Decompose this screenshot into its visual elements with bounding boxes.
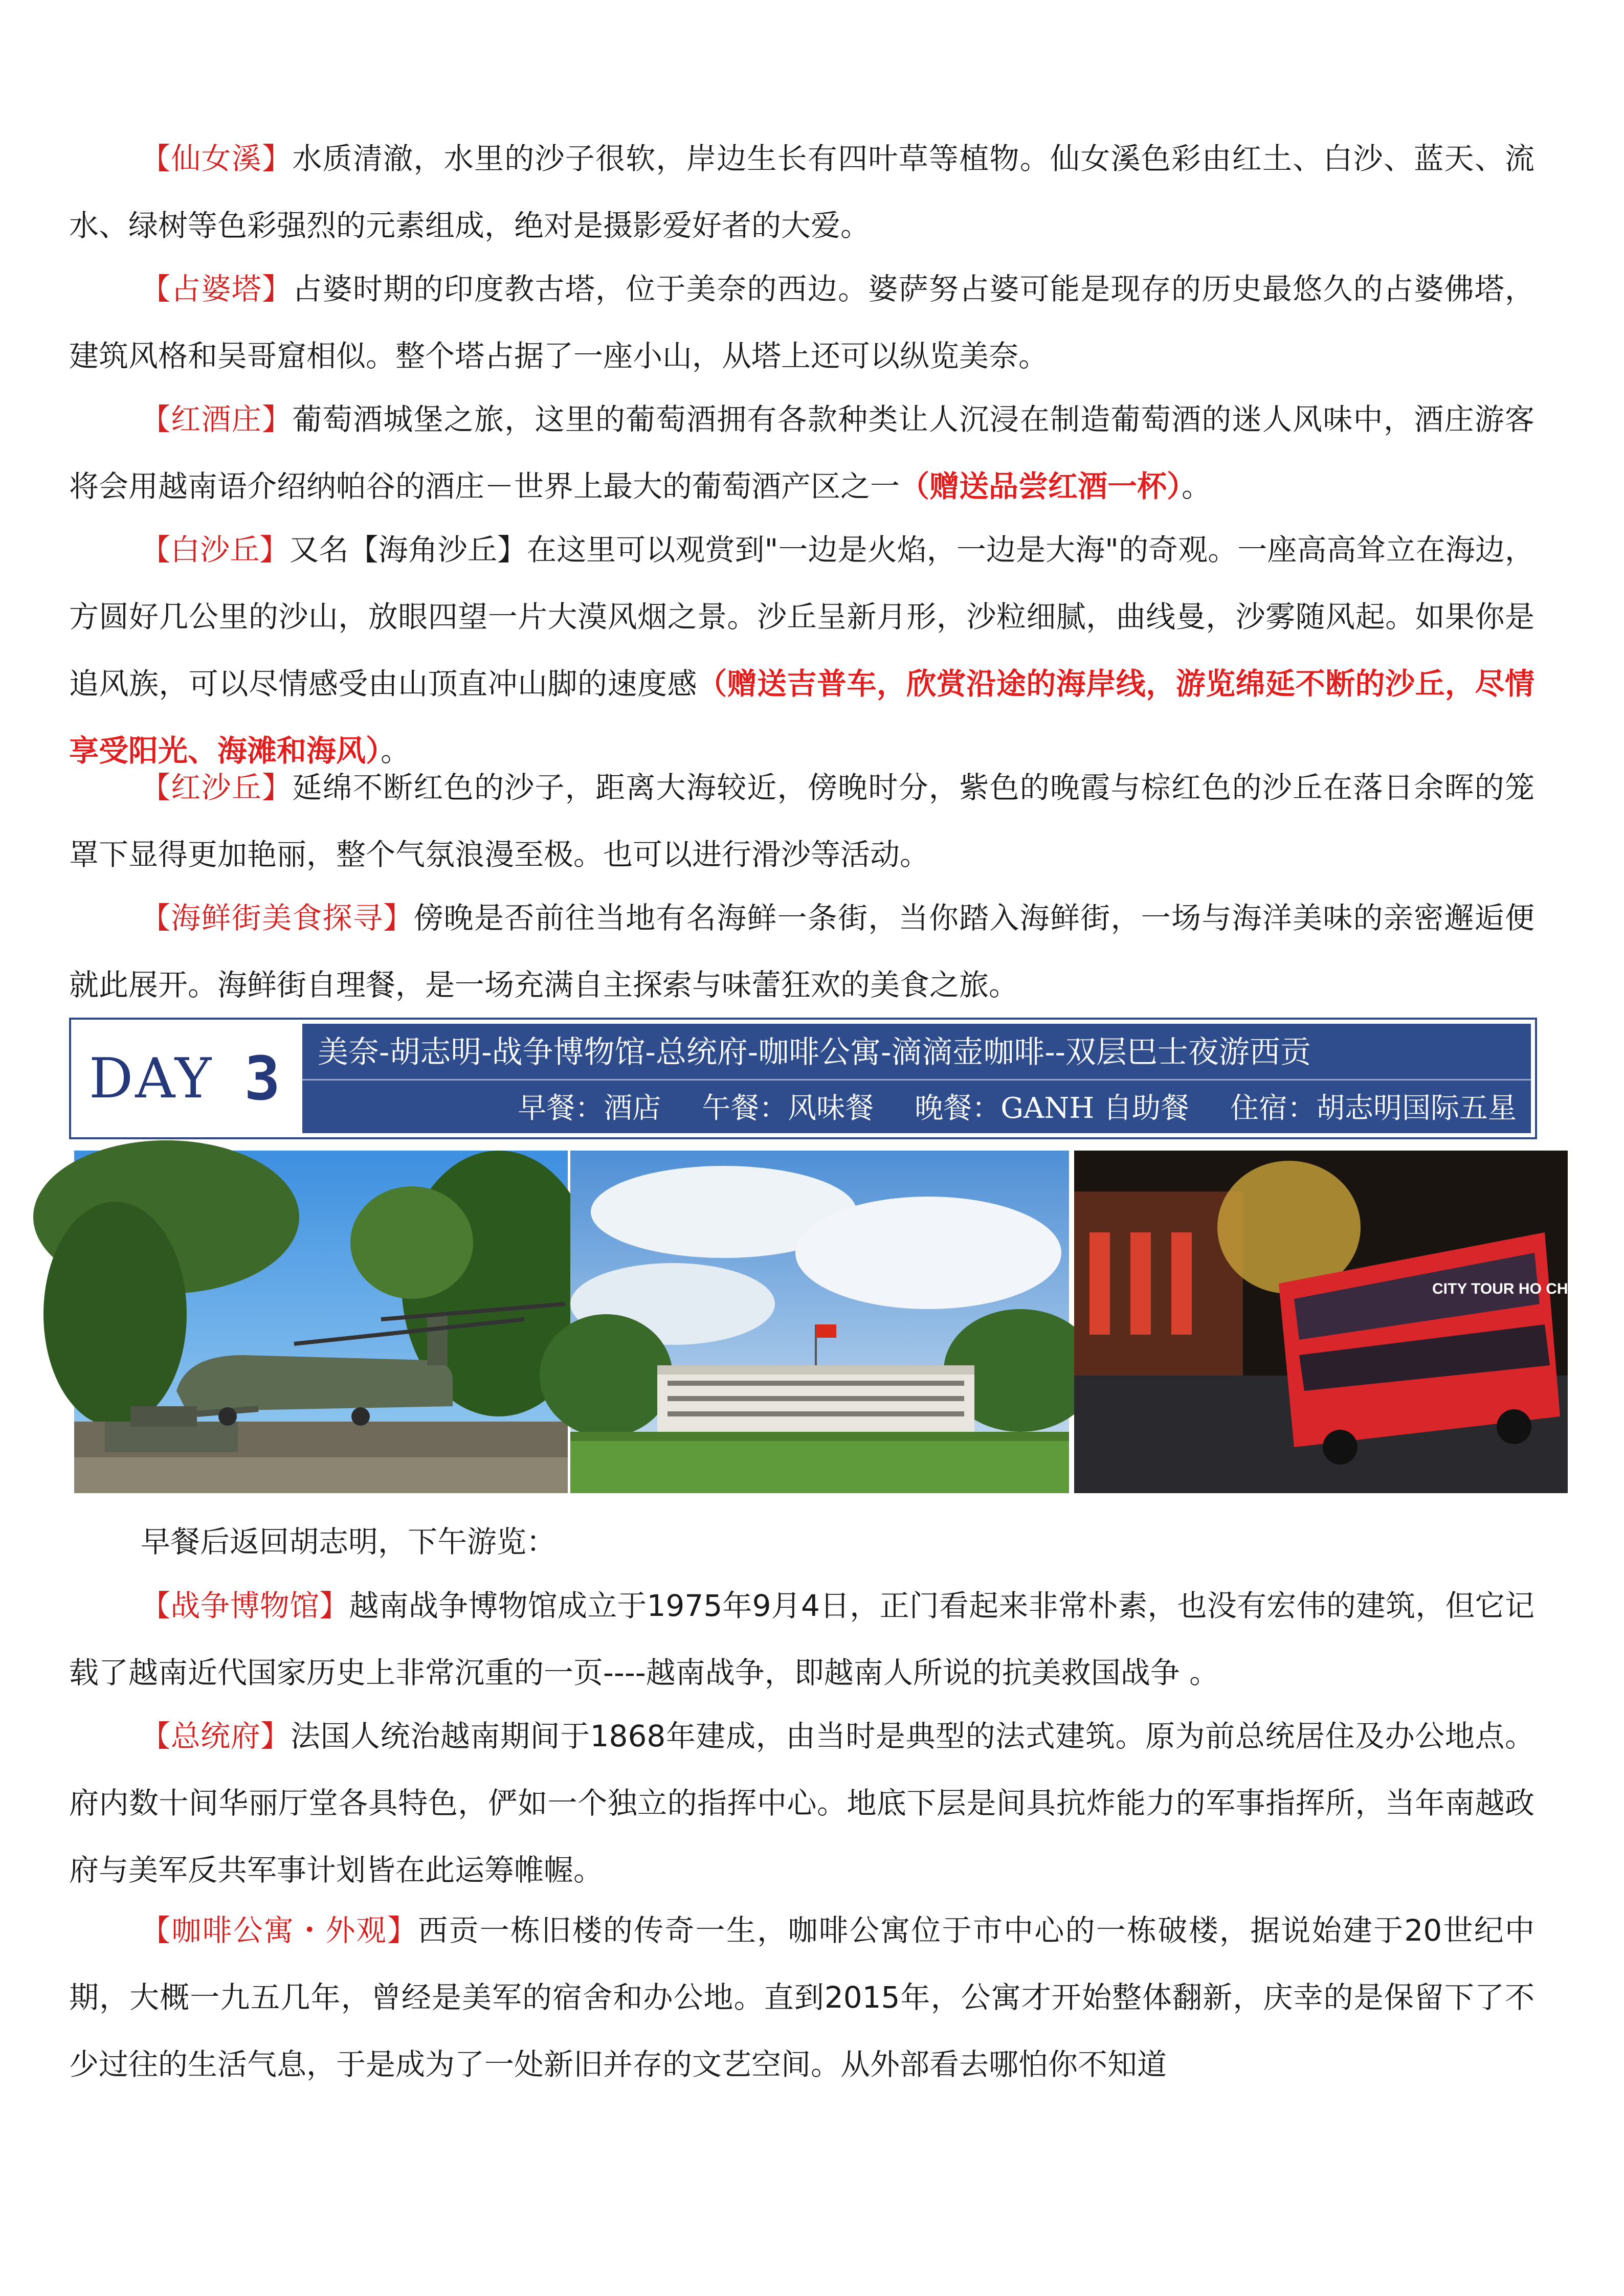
tail-winery: 。 [1182, 469, 1212, 504]
paragraph-war-museum [69, 1572, 1534, 1706]
tag-seafood-street: 【海鲜街美食探寻】 [141, 901, 414, 935]
day-header [69, 1018, 1537, 1139]
paragraph-cafe-apartment [69, 1897, 1534, 2098]
photo-night-bus [1074, 1151, 1616, 1493]
text-white-dunes: 又名【海角沙丘】在这里可以观赏到"一边是火焰，一边是大海"的奇观。一座高高耸立在海边，方圆好几公里的沙山，放眼四望一片大漠风烟之景。沙丘呈新月形，沙粒细腻，曲线曼，沙雾随风起。如果你是追风族，可以尽情感受由山顶直冲山脚的速度感 [69, 532, 1534, 701]
tag-war-museum: 【战争博物馆】 [141, 1588, 349, 1623]
paragraph-red-dunes [69, 754, 1534, 888]
intro-line-text: 早餐后返回胡志明，下午游览： [141, 1524, 557, 1559]
highlight-winery: （赠送品尝红酒一杯） [900, 469, 1182, 504]
hotel: 住宿：胡志明国际五星 [1230, 1092, 1517, 1125]
tag-cham-tower: 【占婆塔】 [141, 272, 293, 306]
photo-independence-palace [570, 1151, 1069, 1493]
paragraph-white-dunes [69, 516, 1534, 784]
paragraph-seafood-street [69, 885, 1534, 1019]
bus-text: CITY TOUR HO CHI MINH [1432, 1280, 1616, 1297]
text-war-museum: 越南战争博物馆成立于1975年9月4日，正门看起来非常朴素，也没有宏伟的建筑，但它记载了越南近代国家历史上非常沉重的一页----越南战争，即越南人所说的抗美救国战争 。 [69, 1588, 1534, 1690]
day-label: DAY [88, 1046, 214, 1111]
text-red-dunes: 延绵不断红色的沙子，距离大海较近，傍晚时分，紫色的晚霞与棕红色的沙丘在落日余晖的笼罩下显得更加艳丽，整个气氛浪漫至极。也可以进行滑沙等活动。 [69, 770, 1534, 872]
tag-palace: 【总统府】 [141, 1719, 291, 1753]
text-cafe-apartment: 西贡一栋旧楼的传奇一生，咖啡公寓位于市中心的一栋破楼，据说始建于20世纪中期，大概一九五几年，曾经是美军的宿舍和办公地。直到2015年，公寓才开始整体翻新，庆幸的是保留下了不少过往的生活气息，于是成为了一处新旧并存的文艺空间。从外部看去哪怕你不知道 [69, 1913, 1534, 2082]
text-fairy-stream: 水质清澈，水里的沙子很软，岸边生长有四叶草等植物。仙女溪色彩由红土、白沙、蓝天、流水、绿树等色彩强烈的元素组成，绝对是摄影爱好者的大爱。 [69, 141, 1534, 243]
meal-breakfast: 早餐：酒店 [518, 1092, 661, 1125]
tag-white-dunes: 【白沙丘】 [141, 532, 290, 567]
day-meals [477, 1084, 1517, 1133]
intro-line [69, 1509, 1534, 1575]
day-divider [302, 1079, 1531, 1081]
photo-war-museum [74, 1151, 568, 1493]
day-route: 美奈-胡志明-战争博物馆-总统府-咖啡公寓-滴滴壶咖啡--双层巴士夜游西贡 [318, 1034, 1311, 1070]
tag-winery: 【红酒庄】 [141, 402, 293, 437]
tag-fairy-stream: 【仙女溪】 [141, 141, 293, 176]
highlight-white-dunes: （赠送吉普车，欣赏沿途的海岸线，游览绵延不断的沙丘，尽情享受阳光、海滩和海风） [69, 666, 1534, 768]
day-label-box [71, 1020, 300, 1137]
meal-dinner: 晚餐：GANH 自助餐 [915, 1092, 1189, 1125]
paragraph-winery [69, 386, 1534, 520]
tag-cafe-apartment: 【咖啡公寓・外观】 [141, 1913, 418, 1948]
text-seafood-street: 傍晚是否前往当地有名海鲜一条街，当你踏入海鲜街，一场与海洋美味的亲密邂逅便就此展开。海鲜街自理餐，是一场充满自主探索与味蕾狂欢的美食之旅。 [69, 901, 1534, 1002]
paragraph-palace [69, 1703, 1534, 1904]
text-winery: 葡萄酒城堡之旅，这里的葡萄酒拥有各款种类让人沉浸在制造葡萄酒的迷人风味中，酒庄游客将会用越南语介绍纳帕谷的酒庄－世界上最大的葡萄酒产区之一 [69, 402, 1534, 504]
day-number: 3 [244, 1043, 283, 1114]
day-info-panel [302, 1024, 1531, 1133]
tail-white-dunes: 。 [381, 733, 411, 768]
tag-red-dunes: 【红沙丘】 [141, 770, 293, 805]
text-palace: 法国人统治越南期间于1868年建成，由当时是典型的法式建筑。原为前总统居住及办公地点。府内数十间华丽厅堂各具特色，俨如一个独立的指挥中心。地底下层是间具抗炸能力的军事指挥所，当年南越政府与美军反共军事计划皆在此运筹帷幄。 [69, 1719, 1534, 1887]
meal-lunch: 午餐：风味餐 [702, 1092, 874, 1125]
paragraph-cham-tower [69, 256, 1534, 390]
text-cham-tower: 占婆时期的印度教古塔，位于美奈的西边。婆萨努占婆可能是现存的历史最悠久的占婆佛塔，建筑风格和吴哥窟相似。整个塔占据了一座小山，从塔上还可以纵览美奈。 [69, 272, 1534, 373]
paragraph-fairy-stream [69, 125, 1534, 259]
